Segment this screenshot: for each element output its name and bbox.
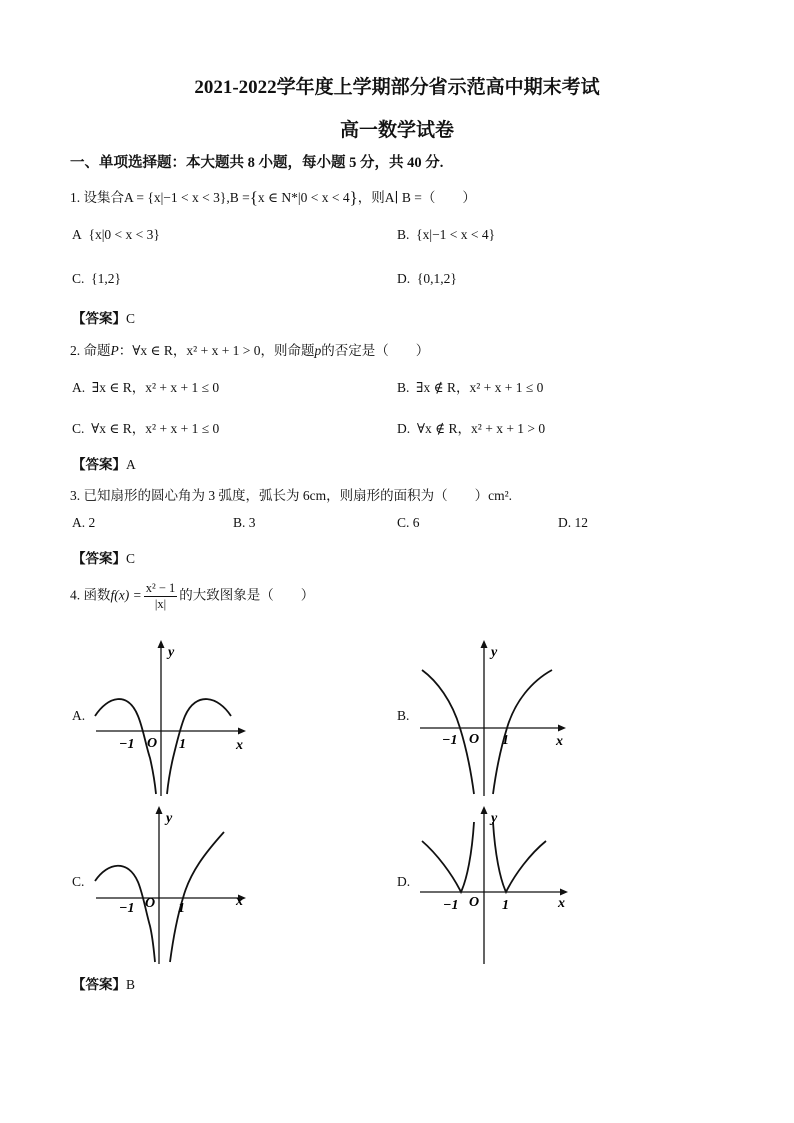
q2-option-c: C. ∀x ∈ R，x² + x + 1 ≤ 0	[72, 421, 220, 436]
q2-ineq: x² + x + 1 > 0	[186, 343, 261, 358]
q2-text-c: ，则命题	[260, 343, 315, 358]
q1-option-c	[72, 271, 121, 287]
pos1-label: 1	[178, 901, 185, 916]
q1-option-a-label: A	[72, 227, 82, 242]
q1-option-b-label: B.	[397, 227, 410, 242]
q4-graph-c	[88, 804, 258, 969]
x-label: x	[558, 896, 565, 911]
q4-option-d-label: D.	[397, 874, 411, 889]
q2-option-a-label: A.	[72, 380, 86, 395]
pos1-label: 1	[502, 733, 509, 748]
section-heading: 一、单项选择题：本大题共 8 小题，每小题 5 分，共 40 分.	[70, 155, 444, 171]
y-label: y	[166, 811, 173, 826]
q1-option-a-text: {x|0 < x < 3}	[88, 227, 160, 242]
curve-right	[170, 832, 224, 962]
y-label: y	[168, 645, 175, 660]
q4-graph-a	[88, 636, 258, 801]
q3-option-b: B. 3	[233, 515, 256, 530]
x-label: x	[556, 734, 563, 749]
question-4	[70, 581, 314, 612]
q1-paren: （ ）	[421, 190, 476, 205]
q2-option-d: D. ∀x ∉ R，x² + x + 1 > 0	[397, 421, 546, 436]
x-axis-arrow	[558, 725, 566, 732]
origin-label: O	[145, 896, 156, 911]
q2-cond: ∀x ∈ R	[132, 343, 173, 358]
q1-option-c-label: C.	[72, 271, 85, 286]
q2-option-a-q: ∃x ∈ R	[91, 380, 132, 395]
y-axis-arrow	[156, 806, 163, 814]
answer-tag: 【答案】	[72, 311, 126, 326]
q2-option-d-ineq: x² + x + 1 > 0	[471, 421, 546, 436]
curve-right	[493, 670, 552, 794]
x-label: x	[236, 738, 243, 753]
curve-left	[422, 670, 474, 794]
q1-option-b-text: {x|−1 < x < 4}	[416, 227, 496, 242]
q4-graph-b	[412, 636, 582, 801]
q2-option-a: A. ∃x ∈ R，x² + x + 1 ≤ 0	[72, 380, 220, 395]
q2-option-c-q: ∀x ∈ R	[91, 421, 132, 436]
q2-option-c-label: C.	[72, 421, 85, 436]
pos1-label: 1	[179, 737, 186, 752]
q2-option-b-ineq: x² + x + 1 ≤ 0	[469, 380, 544, 395]
curve-right	[167, 699, 231, 794]
curve-left	[422, 822, 474, 892]
q2-comma: ，	[172, 343, 187, 358]
q1-option-b	[397, 227, 495, 243]
q1-option-d-label: D.	[397, 271, 411, 286]
q2-option-b-q: ∃x ∉ R	[416, 380, 456, 395]
y-axis-arrow	[481, 806, 488, 814]
answer-tag: 【答案】	[72, 551, 126, 566]
q4-answer	[72, 973, 135, 993]
q4-option-a-label: A.	[72, 708, 86, 723]
q1-option-a	[72, 227, 160, 243]
q1-prefix: 1. 设集合	[70, 190, 124, 205]
y-label: y	[491, 811, 498, 826]
q2-text-b: ：	[118, 343, 133, 358]
q3-answer	[72, 547, 135, 567]
origin-label: O	[469, 895, 480, 910]
q1-set-b-left: B =	[229, 190, 250, 205]
q4-fraction	[144, 581, 178, 612]
y-axis-arrow	[481, 640, 488, 648]
q2-text-a: 2. 命题	[70, 343, 111, 358]
answer-tag: 【答案】	[72, 977, 126, 992]
q3-answer-value: C	[126, 551, 136, 566]
q2-option-c-ineq: x² + x + 1 ≤ 0	[145, 421, 220, 436]
question-3: 3. 已知扇形的圆心角为 3 弧度，弧长为 6cm，则扇形的面积为（ ）cm².	[70, 488, 513, 503]
q4-graph-d	[412, 804, 582, 969]
pos1-label: 1	[502, 898, 509, 913]
exam-title: 2021-2022学年度上学期部分省示范高中期末考试	[194, 77, 600, 98]
q2-answer	[72, 453, 136, 473]
neg1-label: −1	[443, 898, 459, 913]
answer-tag: 【答案】	[72, 457, 126, 472]
y-axis-arrow	[158, 640, 165, 648]
q3-option-c: C. 6	[397, 515, 420, 530]
q1-comma: ,	[226, 190, 230, 205]
q1-option-d-text: {0,1,2}	[416, 271, 457, 286]
q4-prefix: 4. 函数	[70, 587, 111, 603]
q2-text-d: 的否定是（ ）	[321, 343, 430, 358]
q1-answer-value: C	[126, 311, 136, 326]
q1-option-d	[397, 271, 457, 287]
neg1-label: −1	[119, 901, 135, 916]
q2-option-d-label: D.	[397, 421, 411, 436]
q4-option-c-label: C.	[72, 874, 85, 889]
q1-set-b-body: x ∈ N*|0 < x < 4	[257, 190, 350, 205]
q1-option-c-text: {1,2}	[91, 271, 121, 286]
x-axis-arrow	[238, 728, 246, 735]
q4-numerator: x² − 1	[145, 581, 176, 595]
q1-brace-left: {	[249, 188, 258, 207]
exam-subtitle: 高一数学试卷	[339, 120, 454, 141]
origin-label: O	[469, 732, 480, 747]
q2-option-b: B. ∃x ∉ R，x² + x + 1 ≤ 0	[397, 380, 544, 395]
origin-label: O	[147, 736, 158, 751]
x-label: x	[236, 894, 243, 909]
q2-p: P	[110, 343, 119, 358]
q4-denominator: |x|	[154, 597, 167, 611]
question-2	[70, 339, 429, 359]
q2-option-d-q: ∀x ∉ R	[416, 421, 458, 436]
q1-expr: A∣ B =	[384, 190, 422, 205]
q2-option-a-ineq: x² + x + 1 ≤ 0	[145, 380, 220, 395]
q1-suffix-pre: ，则	[357, 190, 385, 205]
q2-option-b-label: B.	[397, 380, 410, 395]
q4-answer-value: B	[126, 977, 136, 992]
q1-brace-right: }	[349, 188, 358, 207]
q2-p2: p	[314, 343, 322, 358]
neg1-label: −1	[119, 737, 135, 752]
q3-option-d: D. 12	[558, 515, 588, 530]
q3-option-a: A. 2	[72, 515, 96, 530]
q1-set-a: A = {x|−1 < x < 3}	[124, 190, 227, 205]
x-axis-arrow	[560, 889, 568, 896]
q4-option-b-label: B.	[397, 708, 410, 723]
neg1-label: −1	[442, 733, 458, 748]
q4-suffix: 的大致图象是（ ）	[179, 587, 315, 603]
curve-right	[493, 822, 546, 892]
y-label: y	[491, 645, 498, 660]
question-1	[70, 186, 476, 208]
q4-fx: f(x) =	[110, 587, 142, 603]
q1-answer	[72, 307, 135, 327]
q2-answer-value: A	[126, 457, 136, 472]
